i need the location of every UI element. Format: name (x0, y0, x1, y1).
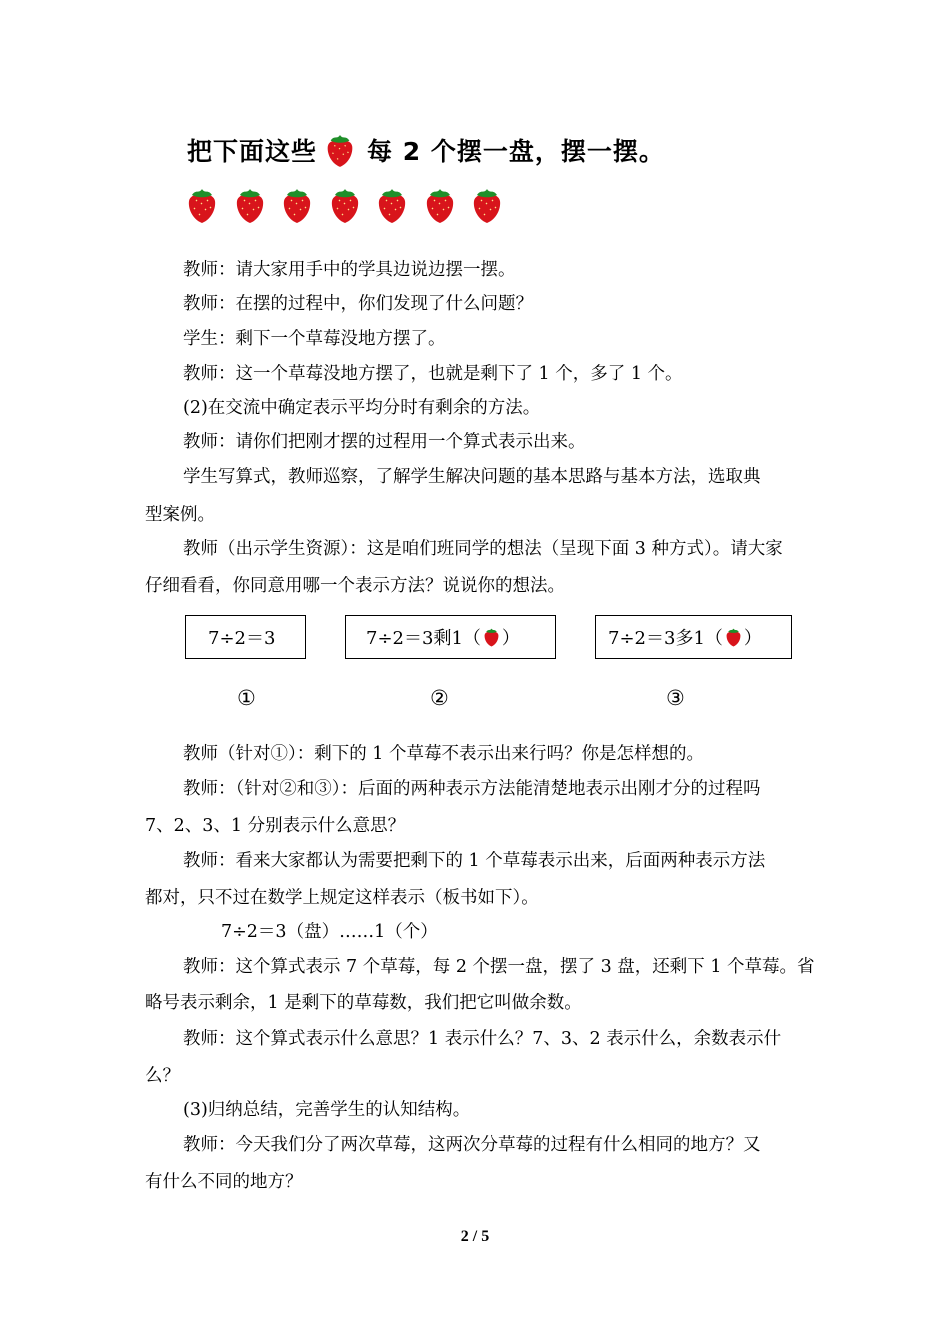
paragraph: 学生写算式，教师巡察，了解学生解决问题的基本思路与基本方法，选取典 (183, 467, 761, 487)
paragraph: 教师：今天我们分了两次草莓，这两次分草莓的过程有什么相同的地方？又 (183, 1135, 761, 1155)
strawberry-icon (483, 627, 500, 647)
option-3-text: 7÷2＝3多1（ (608, 628, 723, 649)
option-label-2: ② (430, 686, 449, 710)
option-label-3: ③ (666, 686, 685, 710)
strawberry-row (186, 186, 519, 226)
task-heading-after: 每 2 个摆一盘，摆一摆。 (367, 137, 665, 166)
strawberry-icon (329, 186, 361, 224)
paragraph-continuation: 型案例。 (145, 505, 215, 525)
option-2-text: 7÷2＝3剩1（ (366, 628, 481, 649)
strawberry-icon (376, 186, 408, 224)
option-3-close: ） (743, 628, 762, 649)
strawberry-icon (186, 186, 218, 224)
option-2-close: ） (501, 628, 520, 649)
paragraph: 教师：这个算式表示什么意思？1 表示什么？7、3、2 表示什么，余数表示什 (183, 1029, 782, 1049)
section-heading: (2)在交流中确定表示平均分时有剩余的方法。 (183, 398, 541, 418)
section-heading: (3)归纳总结，完善学生的认知结构。 (183, 1100, 471, 1120)
paragraph: 教师（出示学生资源）：这是咱们班同学的想法（呈现下面 3 种方式）。请大家 (183, 539, 783, 559)
paragraph-continuation: 有什么不同的地方？ (145, 1172, 303, 1192)
strawberry-icon (725, 627, 742, 647)
paragraph: 学生：剩下一个草莓没地方摆了。 (183, 329, 446, 349)
strawberry-icon (281, 186, 313, 224)
option-box-3 (595, 615, 792, 659)
paragraph: 教师：请你们把刚才摆的过程用一个算式表示出来。 (183, 432, 586, 452)
strawberry-icon (424, 186, 456, 224)
option-1-text: 7÷2＝3 (208, 628, 276, 649)
option-box-2 (345, 615, 556, 659)
task-heading (187, 128, 665, 172)
paragraph-continuation: 么？ (145, 1066, 180, 1086)
paragraph-continuation: 仔细看看，你同意用哪一个表示方法？说说你的想法。 (145, 576, 565, 596)
paragraph-continuation: 略号表示剩余，1 是剩下的草莓数，我们把它叫做余数。 (145, 993, 582, 1013)
paragraph-continuation: 7、2、3、1 分别表示什么意思？ (145, 816, 406, 836)
paragraph: 教师：看来大家都认为需要把剩下的 1 个草莓表示出来，后面两种表示方法 (183, 851, 766, 871)
paragraph: 教师：这一个草莓没地方摆了，也就是剩下了 1 个，多了 1 个。 (183, 364, 683, 384)
task-heading-before: 把下面这些 (187, 137, 318, 166)
paragraph-continuation: 都对，只不过在数学上规定这样表示（板书如下）。 (145, 888, 539, 908)
strawberry-icon (325, 132, 355, 168)
paragraph: 教师：这个算式表示 7 个草莓，每 2 个摆一盘，摆了 3 盘，还剩下 1 个草莓。省 (183, 957, 815, 977)
paragraph: 教师：在摆的过程中，你们发现了什么问题？ (183, 294, 533, 314)
page-number: 2 / 5 (460, 1228, 490, 1245)
paragraph: 教师（针对①）：剩下的 1 个草莓不表示出来行吗？你是怎样想的。 (183, 744, 705, 764)
strawberry-icon (234, 186, 266, 224)
paragraph: 教师：（针对②和③）：后面的两种表示方法能清楚地表示出刚才分的过程吗 (183, 779, 761, 799)
paragraph: 教师：请大家用手中的学具边说边摆一摆。 (183, 260, 516, 280)
strawberry-icon (471, 186, 503, 224)
option-box-1 (185, 615, 306, 659)
option-label-1: ① (237, 686, 256, 710)
division-equation: 7÷2＝3（盘）……1（个） (221, 922, 438, 942)
